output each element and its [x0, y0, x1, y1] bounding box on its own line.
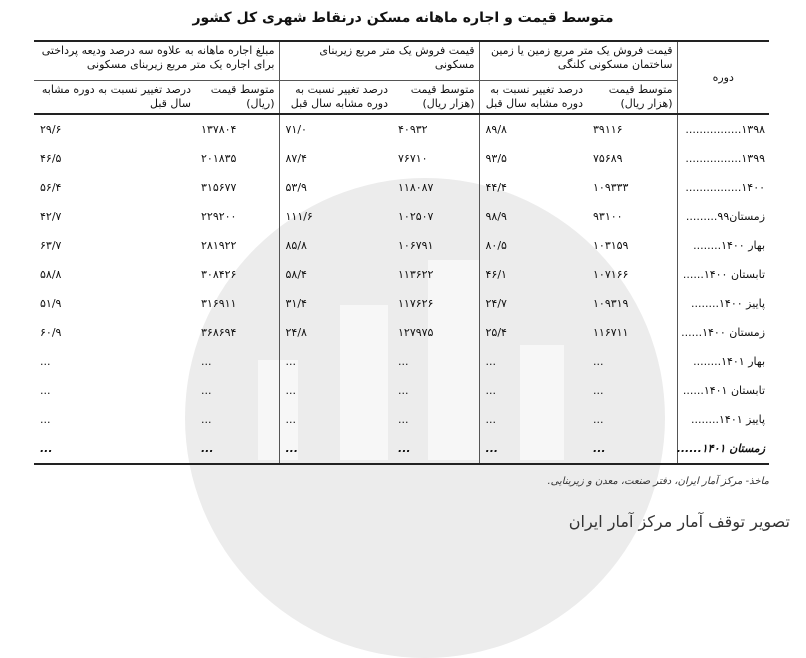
unit-pct-cell: ...: [279, 434, 392, 464]
period-label: بهار ۱۴۰۰: [721, 239, 766, 252]
land-price-cell: ۹۳۱۰۰: [593, 210, 623, 223]
unit-price-header: متوسط قیمت (هزار ریال): [392, 81, 479, 115]
period-label: ۱۳۹۸: [741, 123, 766, 136]
rent-price-cell: ...: [201, 355, 212, 368]
table-row: [34, 376, 769, 405]
period-leader-dots: .........: [685, 210, 718, 223]
land-pct-cell: ۸۰/۵: [479, 231, 587, 260]
table-row: [34, 202, 769, 231]
rent-price-cell: ۲۲۹۲۰۰: [201, 210, 237, 223]
land-price-cell: ۱۰۹۳۳۳: [593, 181, 629, 194]
rent-price-cell: ۲۸۱۹۲۲: [201, 239, 237, 252]
header-row-groups: [34, 41, 769, 81]
period-cell: [677, 347, 769, 376]
period-header: دوره: [677, 41, 769, 114]
land-price-cell: ۱۰۷۱۶۶: [593, 268, 629, 281]
land-pct-cell: ۲۵/۴: [479, 318, 587, 347]
land-price-cell: ۱۱۶۷۱۱: [593, 326, 629, 339]
period-label: پاییز ۱۴۰۱: [719, 413, 766, 426]
unit-pct-cell: ...: [279, 405, 392, 434]
rent-group-header: مبلغ اجاره ماهانه به علاوه سه درصد ودیعه پرداختی برای اجاره یک متر مربع زیربنای مسکونی: [34, 41, 279, 81]
rent-price-cell: ۳۶۸۶۹۴: [201, 326, 237, 339]
unit-price-cell: ۷۶۷۱۰: [398, 152, 428, 165]
period-label: زمستان۹۹: [717, 210, 766, 223]
unit-pct-cell: ۳۱/۴: [279, 289, 392, 318]
header-row-columns: [34, 81, 769, 115]
land-pct-cell: ۸۹/۸: [479, 114, 587, 144]
unit-pct-cell: ...: [279, 376, 392, 405]
table-row: [34, 289, 769, 318]
rent-pct-cell: ...: [40, 413, 51, 426]
unit-price-cell: ...: [398, 384, 409, 397]
rent-pct-cell: ۵۶/۴: [40, 181, 62, 194]
land-pct-cell: ...: [479, 434, 587, 464]
land-pct-cell: ۴۴/۴: [479, 173, 587, 202]
period-cell: [677, 405, 769, 434]
rent-price-cell: ۳۱۶۹۱۱: [201, 297, 237, 310]
unit-price-cell: ۱۰۲۵۰۷: [398, 210, 434, 223]
period-leader-dots: ........: [691, 297, 719, 310]
period-cell: [677, 434, 769, 464]
period-leader-dots: ................: [685, 123, 742, 136]
period-leader-dots: ......: [676, 442, 702, 455]
period-leader-dots: ......: [682, 384, 704, 397]
rent-pct-cell: ...: [40, 384, 51, 397]
period-label: تابستان ۱۴۰۱: [703, 384, 766, 397]
land-pct-cell: ۹۳/۵: [479, 144, 587, 173]
rent-price-cell: ...: [201, 413, 212, 426]
land-price-cell: ...: [593, 384, 604, 397]
period-cell: [677, 173, 769, 202]
period-cell: [677, 376, 769, 405]
period-leader-dots: ........: [693, 355, 722, 368]
period-cell: [677, 231, 769, 260]
period-leader-dots: ......: [682, 268, 704, 281]
period-leader-dots: ........: [693, 239, 722, 252]
rent-pct-cell: ۴۶/۵: [40, 152, 62, 165]
period-label: پاییز ۱۴۰۰: [719, 297, 766, 310]
image-caption: تصویر توقف آمار مرکز آمار ایران: [568, 512, 790, 531]
land-price-cell: ...: [587, 434, 677, 464]
land-price-cell: ۳۹۱۱۶: [593, 123, 623, 136]
rent-pct-header: درصد تغییر نسبت به دوره مشابه سال قبل: [34, 81, 195, 115]
table-row: [34, 144, 769, 173]
rent-pct-cell: ...: [34, 434, 195, 464]
rent-price-cell: ۱۳۷۸۰۴: [201, 123, 237, 136]
rent-pct-cell: ...: [40, 355, 51, 368]
unit-price-cell: ...: [398, 355, 409, 368]
unit-price-cell: ۱۰۶۷۹۱: [398, 239, 434, 252]
rent-pct-cell: ۴۲/۷: [40, 210, 62, 223]
unit-pct-cell: ۵۳/۹: [279, 173, 392, 202]
unit-price-cell: ...: [398, 413, 409, 426]
period-leader-dots: ......: [681, 326, 703, 339]
unit-pct-cell: ۷۱/۰: [279, 114, 392, 144]
period-label: تابستان ۱۴۰۰: [703, 268, 766, 281]
rent-price-cell: ۳۰۸۴۲۶: [201, 268, 237, 281]
period-label: ۱۳۹۹: [741, 152, 766, 165]
price-table: [34, 40, 769, 465]
period-leader-dots: ................: [685, 181, 742, 194]
unit-pct-header: درصد تغییر نسبت به دوره مشابه سال قبل: [279, 81, 392, 115]
period-label: زمستان ۱۴۰۰: [702, 326, 766, 339]
rent-pct-cell: ۲۹/۶: [40, 123, 62, 136]
table-row: [34, 231, 769, 260]
unit-pct-cell: ۱۱۱/۶: [279, 202, 392, 231]
period-cell: [677, 289, 769, 318]
land-price-cell: ...: [593, 355, 604, 368]
period-leader-dots: ................: [685, 152, 742, 165]
land-group-header: قیمت فروش یک متر مربع زمین یا زمین ساختمان مسکونی کلنگی: [479, 41, 677, 81]
land-price-cell: ...: [593, 413, 604, 426]
rent-price-header: متوسط قیمت (ریال): [195, 81, 279, 115]
table-title: متوسط قیمت و اجاره ماهانه مسکن درنقاط شهری کل کشور: [192, 10, 614, 26]
rent-pct-cell: ۶۳/۷: [40, 239, 62, 252]
period-cell: [677, 144, 769, 173]
period-label: بهار ۱۴۰۱: [721, 355, 766, 368]
period-cell: [677, 114, 769, 144]
table-row: [34, 260, 769, 289]
unit-price-cell: ...: [392, 434, 479, 464]
unit-pct-cell: ۸۵/۸: [279, 231, 392, 260]
unit-price-cell: ۱۱۷۶۲۶: [398, 297, 434, 310]
rent-price-cell: ۲۰۱۸۳۵: [201, 152, 237, 165]
unit-pct-cell: ۲۴/۸: [279, 318, 392, 347]
period-label: ۱۴۰۰: [741, 181, 766, 194]
unit-price-cell: ۱۲۷۹۷۵: [398, 326, 434, 339]
period-leader-dots: ........: [691, 413, 719, 426]
land-pct-cell: ۴۶/۱: [479, 260, 587, 289]
period-cell: [677, 202, 769, 231]
period-cell: [677, 260, 769, 289]
unit-price-cell: ۴۰۹۳۲: [398, 123, 428, 136]
table-row: [34, 114, 769, 144]
table-row: [34, 173, 769, 202]
land-price-cell: ۷۵۶۸۹: [593, 152, 623, 165]
period-label: زمستان ۱۴۰۱: [701, 442, 766, 455]
rent-price-cell: ۳۱۵۶۷۷: [201, 181, 237, 194]
unit-pct-cell: ۵۸/۴: [279, 260, 392, 289]
land-pct-cell: ...: [479, 347, 587, 376]
table-row: [34, 405, 769, 434]
table-row: [34, 318, 769, 347]
land-pct-cell: ...: [479, 376, 587, 405]
unit-price-cell: ۱۱۸۰۸۷: [398, 181, 434, 194]
rent-pct-cell: ۵۱/۹: [40, 297, 62, 310]
rent-price-cell: ...: [195, 434, 279, 464]
unit-group-header: قیمت فروش یک متر مربع زیربنای مسکونی: [279, 41, 479, 81]
rent-pct-cell: ۵۸/۸: [40, 268, 62, 281]
period-cell: [677, 318, 769, 347]
land-pct-cell: ۲۴/۷: [479, 289, 587, 318]
unit-pct-cell: ...: [279, 347, 392, 376]
land-pct-cell: ۹۸/۹: [479, 202, 587, 231]
table-row: [34, 347, 769, 376]
land-price-header: متوسط قیمت (هزار ریال): [587, 81, 677, 115]
land-price-cell: ۱۰۹۳۱۹: [593, 297, 629, 310]
land-pct-header: درصد تغییر نسبت به دوره مشابه سال قبل: [479, 81, 587, 115]
source-note: ماخذ- مرکز آمار ایران، دفتر صنعت، معدن و زیربنایی.: [547, 476, 769, 487]
unit-price-cell: ۱۱۳۶۲۲: [398, 268, 434, 281]
rent-pct-cell: ۶۰/۹: [40, 326, 62, 339]
land-pct-cell: ...: [479, 405, 587, 434]
rent-price-cell: ...: [201, 384, 212, 397]
land-price-cell: ۱۰۳۱۵۹: [593, 239, 629, 252]
table-row: [34, 434, 769, 464]
unit-pct-cell: ۸۷/۴: [279, 144, 392, 173]
